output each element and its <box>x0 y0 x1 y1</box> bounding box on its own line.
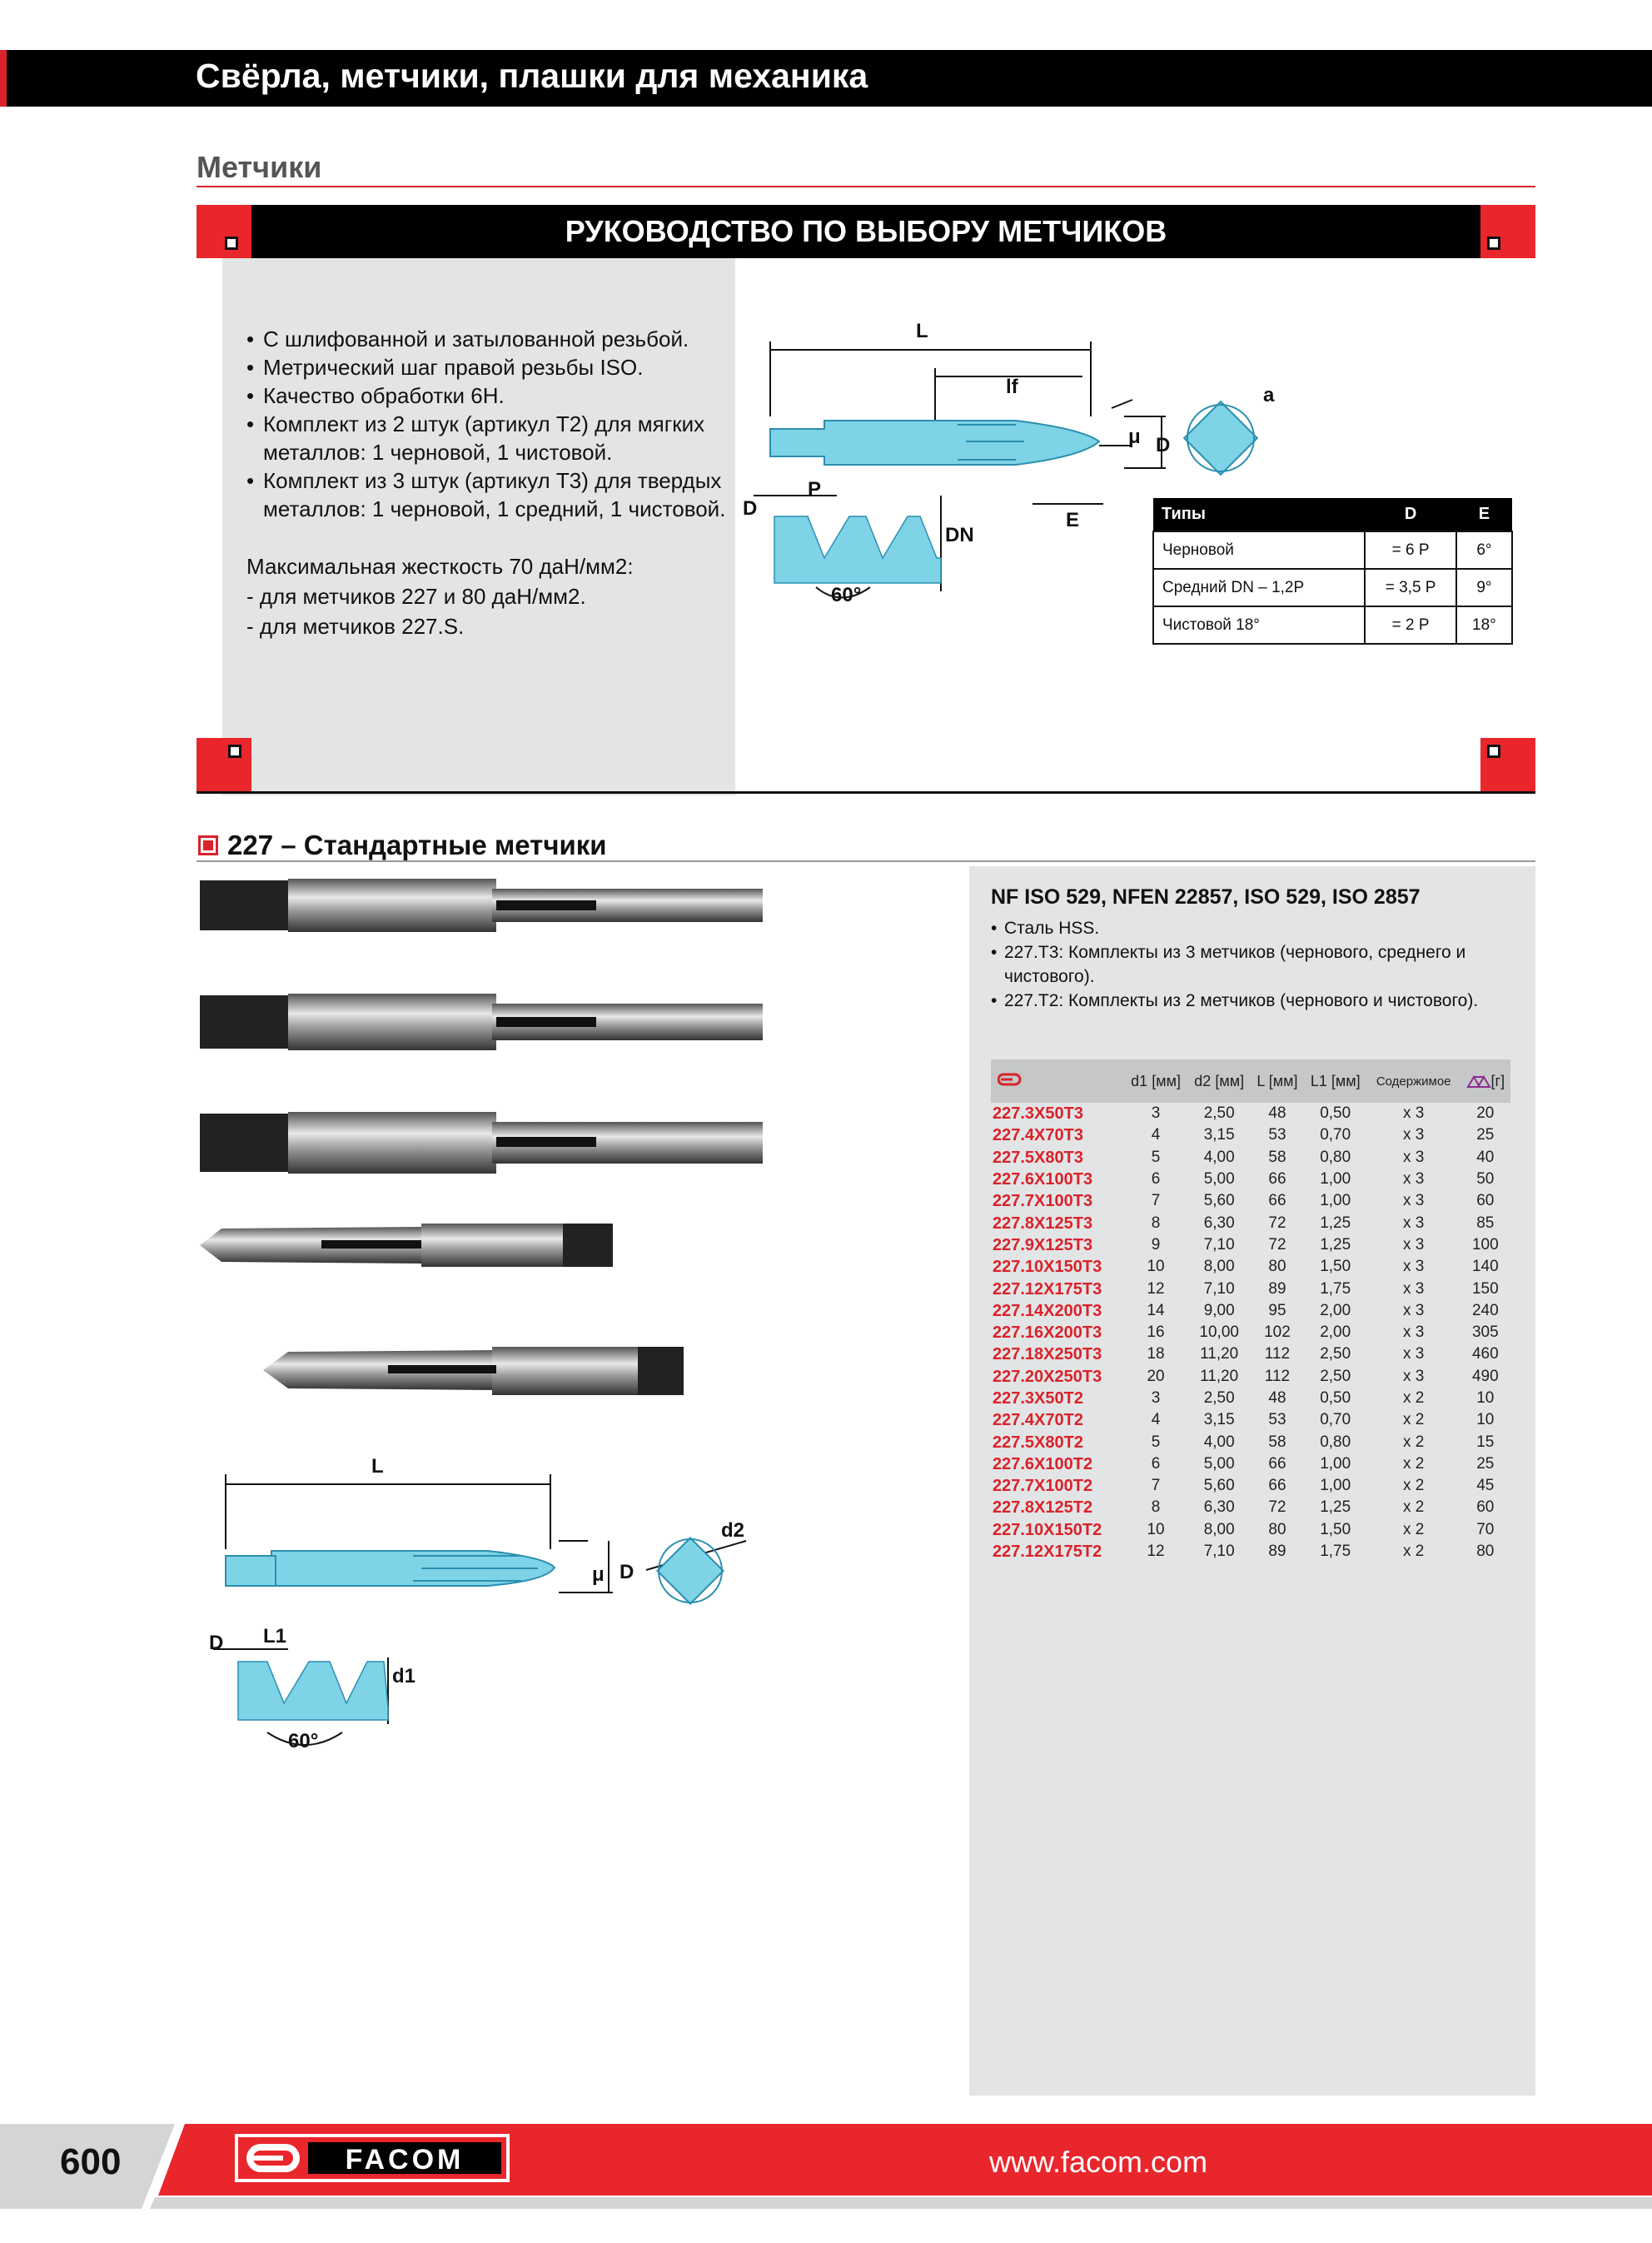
table-cell: 2,50 <box>1203 1389 1235 1407</box>
table-cell: 0,50 <box>1320 1104 1351 1123</box>
table-row <box>991 1343 1510 1365</box>
product-diagram-label-angle: 60° <box>288 1730 319 1752</box>
types-cell: 9° <box>1456 569 1512 606</box>
product-reference: 227.6X100T3 <box>993 1170 1093 1189</box>
table-cell: 4 <box>1151 1411 1161 1429</box>
table-cell: x 3 <box>1403 1367 1425 1385</box>
table-row <box>991 1300 1510 1322</box>
table-cell: x 3 <box>1403 1258 1425 1276</box>
table-cell: 70 <box>1476 1520 1495 1538</box>
table-cell: 10,00 <box>1199 1323 1239 1342</box>
types-row <box>1153 531 1512 569</box>
tap-photo-3 <box>200 1112 763 1174</box>
guide-note-line: Максимальная жесткость 70 даН/мм2: <box>246 554 634 579</box>
footer-url[interactable]: www.facom.com <box>989 2145 1208 2179</box>
table-cell: 0,70 <box>1320 1126 1351 1144</box>
table-cell: 4,00 <box>1203 1148 1235 1166</box>
table-cell: 1,75 <box>1320 1279 1351 1298</box>
table-row <box>991 1212 1510 1234</box>
table-cell: 460 <box>1471 1345 1499 1363</box>
tap-photo-2 <box>200 994 763 1050</box>
table-row <box>991 1169 1510 1190</box>
product-reference: 227.5X80T3 <box>993 1148 1083 1167</box>
table-cell: x 2 <box>1403 1454 1425 1473</box>
table-cell: 2,50 <box>1203 1104 1235 1123</box>
product-reference: 227.18X250T3 <box>993 1345 1102 1364</box>
table-cell: x 2 <box>1403 1433 1425 1451</box>
table-cell: 25 <box>1476 1126 1495 1144</box>
table-cell: x 2 <box>1403 1389 1425 1407</box>
table-row <box>991 1234 1510 1256</box>
guide-title: РУКОВОДСТВО ПО ВЫБОРУ МЕТЧИКОВ <box>565 214 1167 248</box>
product-diagram-label-mu: μ <box>592 1563 605 1586</box>
table-cell: x 3 <box>1403 1279 1425 1298</box>
table-cell: 4,00 <box>1203 1433 1235 1451</box>
table-cell: 12 <box>1147 1543 1165 1561</box>
types-row <box>1153 606 1512 644</box>
reference-column-header <box>991 1059 1124 1103</box>
table-cell: 7,10 <box>1203 1279 1235 1298</box>
table-cell: 8 <box>1151 1214 1161 1232</box>
table-cell: 150 <box>1471 1279 1499 1298</box>
guide-bullet: • Качество обработки 6H. <box>246 381 729 410</box>
table-cell: 80 <box>1268 1258 1286 1276</box>
product-reference: 227.20X250T3 <box>993 1367 1102 1386</box>
table-cell: 9 <box>1151 1235 1161 1254</box>
table-row <box>991 1388 1510 1409</box>
product-diagram-label-d2: d2 <box>721 1519 745 1542</box>
product-reference: 227.10X150T3 <box>993 1258 1102 1277</box>
weight-column-header <box>1460 1059 1510 1103</box>
facom-logo-text: FACOM <box>345 2144 465 2176</box>
product-reference: 227.4X70T2 <box>993 1411 1083 1430</box>
product-reference: 227.16X200T3 <box>993 1323 1102 1343</box>
table-cell: 95 <box>1268 1301 1286 1319</box>
table-cell: 1,25 <box>1320 1235 1351 1254</box>
table-cell: 60 <box>1476 1498 1495 1517</box>
table-cell: 0,80 <box>1320 1433 1351 1451</box>
product-reference: 227.7X100T2 <box>993 1477 1093 1496</box>
table-cell: 112 <box>1264 1345 1291 1363</box>
table-cell: x 2 <box>1403 1477 1425 1495</box>
table-cell: 40 <box>1476 1148 1495 1166</box>
guide-bullet: • Комплект из 3 штук (артикул T3) для твердых металлов: 1 черновой, 1 средний, 1 чистовой. <box>246 466 729 523</box>
product-reference: 227.3X50T2 <box>993 1389 1083 1408</box>
table-cell: 2,50 <box>1320 1367 1351 1385</box>
product-reference: 227.6X100T2 <box>993 1454 1093 1473</box>
table-cell: 6 <box>1151 1170 1161 1189</box>
table-cell: 5,00 <box>1203 1170 1235 1189</box>
table-cell: 1,00 <box>1320 1192 1351 1210</box>
table-cell: 25 <box>1476 1454 1495 1473</box>
table-cell: 20 <box>1147 1367 1165 1385</box>
table-cell: 80 <box>1476 1543 1495 1561</box>
types-row <box>1153 569 1512 606</box>
product-rule <box>197 860 1535 862</box>
table-cell: 1,50 <box>1320 1258 1351 1276</box>
table-cell: x 3 <box>1403 1301 1425 1319</box>
table-cell: 85 <box>1476 1214 1495 1232</box>
types-cell: Средний DN – 1,2P <box>1153 569 1365 606</box>
table-cell: 4 <box>1151 1126 1161 1144</box>
table-row <box>991 1190 1510 1212</box>
table-cell: 5 <box>1151 1148 1161 1166</box>
table-cell: 5 <box>1151 1433 1161 1451</box>
table-cell: 45 <box>1476 1477 1495 1495</box>
table-cell: 16 <box>1147 1323 1165 1342</box>
table-cell: 53 <box>1268 1126 1286 1144</box>
types-cell: = 2 P <box>1365 606 1456 644</box>
table-cell: 100 <box>1471 1235 1499 1254</box>
table-cell: 20 <box>1476 1104 1495 1123</box>
tap-photo-1 <box>200 879 763 932</box>
weight-icon <box>1466 1075 1491 1089</box>
table-cell: 11,20 <box>1200 1367 1239 1385</box>
table-cell: 5,60 <box>1203 1192 1235 1210</box>
table-row <box>991 1453 1510 1475</box>
table-cell: 66 <box>1268 1192 1286 1210</box>
table-cell: 1,25 <box>1320 1498 1351 1517</box>
table-cell: 3,15 <box>1203 1411 1235 1429</box>
table-cell: 102 <box>1264 1323 1291 1342</box>
section-rule <box>197 186 1535 187</box>
table-cell: 112 <box>1264 1367 1291 1385</box>
tap-photo-4 <box>200 1224 613 1267</box>
product-diagram-label-L: L <box>371 1455 384 1478</box>
table-cell: x 3 <box>1403 1235 1425 1254</box>
table-cell: 7,10 <box>1203 1543 1235 1561</box>
table-cell: 72 <box>1268 1214 1286 1232</box>
table-cell: 53 <box>1268 1411 1286 1429</box>
table-row <box>991 1497 1510 1518</box>
product-reference: 227.8X125T3 <box>993 1214 1093 1233</box>
table-cell: x 3 <box>1403 1345 1425 1363</box>
guide-corner-bl <box>197 738 251 791</box>
table-cell: 7,10 <box>1203 1235 1235 1254</box>
types-header: D <box>1365 498 1456 531</box>
table-cell: 89 <box>1268 1543 1286 1561</box>
table-cell: x 3 <box>1403 1148 1425 1166</box>
table-cell: 12 <box>1147 1279 1165 1298</box>
guide-corner-br-square <box>1487 745 1500 758</box>
table-cell: 89 <box>1268 1279 1286 1298</box>
table-cell: 140 <box>1471 1258 1499 1276</box>
table-cell: 10 <box>1476 1411 1495 1429</box>
guide-note <box>246 551 729 641</box>
table-cell: x 3 <box>1403 1104 1425 1123</box>
table-cell: 0,80 <box>1320 1148 1351 1166</box>
table-cell: 8 <box>1151 1498 1161 1517</box>
table-cell: 1,75 <box>1320 1543 1351 1561</box>
product-reference: 227.5X80T2 <box>993 1433 1083 1452</box>
guide-note-line: - для метчиков 227 и 80 даН/мм2. <box>246 584 586 609</box>
page-title: Свёрла, метчики, плашки для механика <box>196 57 868 95</box>
product-spec: • 227.T3: Комплекты из 3 метчиков (чернового, среднего и чистового). <box>991 940 1524 989</box>
product-specs <box>991 916 1524 1013</box>
types-cell: 18° <box>1456 606 1512 644</box>
product-diagram-label-D: D <box>620 1561 634 1583</box>
table-cell: 1,50 <box>1320 1520 1351 1538</box>
diagram-label-E: E <box>1066 509 1080 531</box>
product-diagram-label-L1: L1 <box>263 1625 287 1647</box>
diagram-label-P: P <box>808 478 822 501</box>
types-cell: 6° <box>1456 531 1512 569</box>
table-row <box>991 1409 1510 1431</box>
table-cell: x 3 <box>1403 1214 1425 1232</box>
product-table <box>991 1059 1510 1563</box>
table-row <box>991 1124 1510 1146</box>
table-cell: 240 <box>1471 1301 1499 1319</box>
table-cell: x 2 <box>1403 1543 1425 1561</box>
table-cell: x 3 <box>1403 1323 1425 1342</box>
table-cell: 6 <box>1151 1454 1161 1473</box>
table-cell: 8,00 <box>1203 1258 1235 1276</box>
table-cell: x 2 <box>1403 1411 1425 1429</box>
product-dimension-diagram <box>197 1449 763 1766</box>
types-cell: Черновой <box>1153 531 1365 569</box>
table-cell: 1,00 <box>1320 1454 1351 1473</box>
table-cell: x 2 <box>1403 1520 1425 1538</box>
table-cell: 490 <box>1471 1367 1499 1385</box>
product-spec: • Сталь HSS. <box>991 916 1524 940</box>
diagram-label-D: D <box>1156 434 1171 456</box>
product-bullet-square-inner <box>203 840 213 850</box>
table-row <box>991 1431 1510 1453</box>
diagram-label-mu: μ <box>1128 426 1141 448</box>
table-header: d2 [мм] <box>1187 1059 1251 1103</box>
product-diagram-label-d1: d1 <box>392 1665 416 1687</box>
guide-note-line: - для метчиков 227.S. <box>246 614 465 639</box>
table-cell: 10 <box>1476 1389 1495 1407</box>
product-reference: 227.8X125T2 <box>993 1498 1093 1518</box>
table-cell: 72 <box>1268 1498 1286 1517</box>
product-reference: 227.12X175T2 <box>993 1543 1102 1562</box>
diagram-label-angle: 60° <box>831 584 862 606</box>
table-cell: 3,15 <box>1203 1126 1235 1144</box>
table-cell: 1,00 <box>1320 1477 1351 1495</box>
table-cell: 5,60 <box>1203 1477 1235 1495</box>
guide-bullet: • Метрический шаг правой резьбы ISO. <box>246 353 729 381</box>
table-cell: 15 <box>1476 1433 1495 1451</box>
table-cell: 0,70 <box>1320 1411 1351 1429</box>
types-cell: Чистовой 18° <box>1153 606 1365 644</box>
table-header: L1 [мм] <box>1304 1059 1367 1103</box>
table-cell: 11,20 <box>1200 1345 1239 1363</box>
table-cell: 5,00 <box>1203 1454 1235 1473</box>
weight-unit: [г] <box>1490 1072 1505 1089</box>
table-row <box>991 1519 1510 1541</box>
types-table <box>1152 498 1513 645</box>
diagram-label-lf: lf <box>1006 376 1018 398</box>
product-diagram-label-D2: D <box>209 1632 224 1654</box>
table-cell: 66 <box>1268 1454 1286 1473</box>
table-cell: 48 <box>1268 1389 1286 1407</box>
table-cell: x 3 <box>1403 1192 1425 1210</box>
table-cell: 10 <box>1147 1258 1165 1276</box>
table-cell: 9,00 <box>1203 1301 1235 1319</box>
table-cell: 72 <box>1268 1235 1286 1254</box>
header-accent <box>0 50 7 107</box>
table-row <box>991 1278 1510 1299</box>
tap-photo-5 <box>263 1347 684 1395</box>
table-cell: 7 <box>1151 1192 1161 1210</box>
reference-icon <box>998 1072 1023 1087</box>
types-header: E <box>1456 498 1512 531</box>
product-reference: 227.3X50T3 <box>993 1104 1083 1124</box>
product-reference: 227.7X100T3 <box>993 1192 1093 1211</box>
diagram-label-D2: D <box>743 497 758 520</box>
product-reference: 227.14X200T3 <box>993 1301 1102 1320</box>
table-row <box>991 1366 1510 1388</box>
diagram-label-DN: DN <box>945 524 974 546</box>
table-cell: 8,00 <box>1203 1520 1235 1538</box>
types-cell: = 6 P <box>1365 531 1456 569</box>
table-cell: 14 <box>1147 1301 1165 1319</box>
table-cell: 18 <box>1147 1345 1165 1363</box>
tap-photos <box>197 870 763 1403</box>
table-cell: 2,00 <box>1320 1301 1351 1319</box>
table-row <box>991 1541 1510 1563</box>
table-header: Содержимое <box>1367 1059 1460 1103</box>
table-cell: x 3 <box>1403 1126 1425 1144</box>
guide-corner-bl-square <box>228 745 241 758</box>
table-cell: 66 <box>1268 1477 1286 1495</box>
product-reference: 227.4X70T3 <box>993 1126 1083 1145</box>
table-header: L [мм] <box>1251 1059 1303 1103</box>
table-cell: 6,30 <box>1203 1498 1235 1517</box>
table-cell: 1,00 <box>1320 1170 1351 1189</box>
table-cell: 66 <box>1268 1170 1286 1189</box>
table-cell: 0,50 <box>1320 1389 1351 1407</box>
product-reference: 227.10X150T2 <box>993 1520 1102 1539</box>
table-row <box>991 1103 1510 1124</box>
table-row <box>991 1322 1510 1343</box>
product-standards: NF ISO 529, NFEN 22857, ISO 529, ISO 2857 <box>991 885 1421 909</box>
table-cell: 6,30 <box>1203 1214 1235 1232</box>
table-row <box>991 1475 1510 1497</box>
table-cell: 1,25 <box>1320 1214 1351 1232</box>
table-cell: 2,00 <box>1320 1323 1351 1342</box>
table-cell: 2,50 <box>1320 1345 1351 1363</box>
table-cell: 7 <box>1151 1477 1161 1495</box>
product-title: 227 – Стандартные метчики <box>227 830 607 860</box>
table-cell: x 3 <box>1403 1170 1425 1189</box>
section-title: Метчики <box>197 150 322 184</box>
table-cell: x 2 <box>1403 1498 1425 1517</box>
table-cell: 10 <box>1147 1520 1165 1538</box>
table-cell: 3 <box>1151 1104 1161 1123</box>
table-header: d1 [мм] <box>1124 1059 1187 1103</box>
product-reference: 227.9X125T3 <box>993 1235 1093 1254</box>
table-cell: 60 <box>1476 1192 1495 1210</box>
table-row <box>991 1256 1510 1278</box>
product-spec: • 227.T2: Комплекты из 2 метчиков (чернового и чистового). <box>991 989 1524 1013</box>
table-cell: 50 <box>1476 1170 1495 1189</box>
guide-bottom-rule <box>197 791 1535 794</box>
table-row <box>991 1147 1510 1169</box>
page-number: 600 <box>60 2141 122 2182</box>
types-cell: = 3,5 P <box>1365 569 1456 606</box>
facom-logo <box>235 2134 510 2182</box>
table-cell: 58 <box>1268 1148 1286 1166</box>
table-cell: 58 <box>1268 1433 1286 1451</box>
diagram-label-L: L <box>916 320 928 342</box>
diagram-label-a: a <box>1263 384 1275 406</box>
table-cell: 3 <box>1151 1389 1161 1407</box>
product-reference: 227.12X175T3 <box>993 1279 1102 1298</box>
table-cell: 80 <box>1268 1520 1286 1538</box>
table-cell: 305 <box>1471 1323 1499 1342</box>
table-cell: 48 <box>1268 1104 1286 1123</box>
guide-bullet: • Комплект из 2 штук (артикул T2) для мягких металлов: 1 черновой, 1 чистовой. <box>246 410 729 466</box>
guide-bullet: • С шлифованной и затылованной резьбой. <box>246 325 729 353</box>
guide-bullets <box>246 325 729 523</box>
types-header: Типы <box>1153 498 1365 531</box>
